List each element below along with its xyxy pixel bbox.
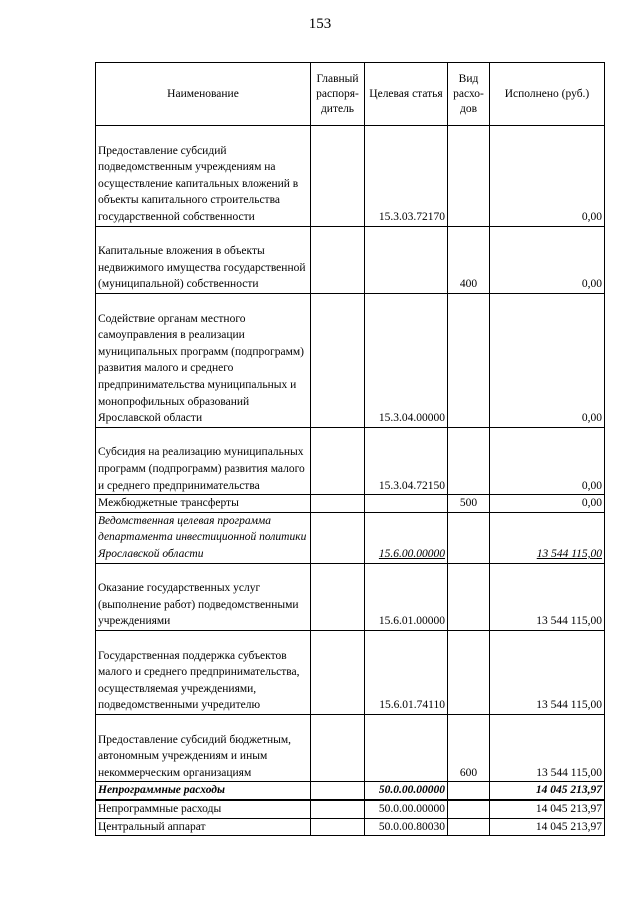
table-row (96, 512, 605, 563)
header-name: Наименование (96, 63, 311, 126)
cell-expense-type (448, 293, 490, 427)
cell-manager (311, 800, 365, 818)
table-row (96, 818, 605, 836)
cell-target: 15.6.00.00000 (365, 512, 448, 563)
table-row (96, 563, 605, 630)
budget-table (95, 62, 605, 836)
cell-expense-type (448, 563, 490, 630)
cell-name: Непрограммные расходы (96, 782, 311, 800)
cell-target: 50.0.00.00000 (365, 782, 448, 800)
cell-expense-type: 500 (448, 495, 490, 513)
table-header-row (96, 63, 605, 126)
cell-expense-type (448, 818, 490, 836)
cell-target: 15.3.03.72170 (365, 126, 448, 227)
table-row (96, 495, 605, 513)
cell-manager (311, 226, 365, 293)
cell-name: Государственная поддержка субъектов малого и среднего предпринимательства, осуществляемая учреждениями, подведомственными учредителю (96, 630, 311, 714)
cell-name: Центральный аппарат (96, 818, 311, 836)
cell-name: Непрограммные расходы (96, 800, 311, 818)
table-row (96, 782, 605, 800)
cell-expense-type (448, 512, 490, 563)
cell-target: 15.3.04.72150 (365, 427, 448, 494)
table-row (96, 293, 605, 427)
header-target: Целевая статья (365, 63, 448, 126)
cell-executed: 0,00 (490, 495, 605, 513)
cell-target (365, 714, 448, 781)
cell-executed: 14 045 213,97 (490, 782, 605, 800)
cell-executed: 0,00 (490, 126, 605, 227)
cell-target: 15.6.01.00000 (365, 563, 448, 630)
cell-executed: 0,00 (490, 226, 605, 293)
cell-target: 15.6.01.74110 (365, 630, 448, 714)
table-row (96, 714, 605, 781)
cell-expense-type: 400 (448, 226, 490, 293)
cell-executed: 0,00 (490, 293, 605, 427)
table-row (96, 630, 605, 714)
cell-executed: 0,00 (490, 427, 605, 494)
cell-manager (311, 512, 365, 563)
page-number: 153 (308, 16, 332, 32)
cell-manager (311, 630, 365, 714)
cell-manager (311, 293, 365, 427)
cell-name: Предоставление субсидий подведомственным учреждениям на осуществление капитальных вложений в объекты капитального строительства государственной собственности (96, 126, 311, 227)
cell-executed: 13 544 115,00 (490, 630, 605, 714)
cell-manager (311, 563, 365, 630)
cell-executed: 13 544 115,00 (490, 714, 605, 781)
cell-manager (311, 782, 365, 800)
cell-expense-type (448, 800, 490, 818)
cell-manager (311, 126, 365, 227)
cell-target (365, 226, 448, 293)
cell-name: Ведомственная целевая программа департамента инвестиционной политики Ярославской области (96, 512, 311, 563)
cell-target: 15.3.04.00000 (365, 293, 448, 427)
cell-target: 50.0.00.80030 (365, 818, 448, 836)
header-executed: Исполнено (руб.) (490, 63, 605, 126)
cell-manager (311, 495, 365, 513)
cell-executed: 13 544 115,00 (490, 512, 605, 563)
cell-expense-type (448, 126, 490, 227)
cell-executed: 14 045 213,97 (490, 800, 605, 818)
cell-expense-type: 600 (448, 714, 490, 781)
cell-manager (311, 427, 365, 494)
cell-target: 50.0.00.00000 (365, 800, 448, 818)
cell-expense-type (448, 630, 490, 714)
cell-executed: 14 045 213,97 (490, 818, 605, 836)
cell-expense-type (448, 427, 490, 494)
cell-name: Содействие органам местного самоуправления в реализации муниципальных программ (подпрограмм) развития малого и среднего предпринимательства муниципальных и монопрофильных образований Ярославской области (96, 293, 311, 427)
table-body (96, 126, 605, 836)
cell-manager (311, 714, 365, 781)
table-row (96, 800, 605, 818)
table-row (96, 427, 605, 494)
cell-manager (311, 818, 365, 836)
cell-name: Предоставление субсидий бюджетным, автономным учреждениям и иным некоммерческим организациям (96, 714, 311, 781)
table-row (96, 126, 605, 227)
cell-name: Межбюджетные трансферты (96, 495, 311, 513)
cell-target (365, 495, 448, 513)
table-row (96, 226, 605, 293)
header-manager: Главный распоря-дитель (311, 63, 365, 126)
cell-name: Субсидия на реализацию муниципальных программ (подпрограмм) развития малого и среднего предпринимательства (96, 427, 311, 494)
cell-expense-type (448, 782, 490, 800)
cell-executed: 13 544 115,00 (490, 563, 605, 630)
cell-name: Капитальные вложения в объекты недвижимого имущества государственной (муниципальной) собственности (96, 226, 311, 293)
header-expense-type: Вид расхо-дов (448, 63, 490, 126)
cell-name: Оказание государственных услуг (выполнение работ) подведомственными учреждениями (96, 563, 311, 630)
